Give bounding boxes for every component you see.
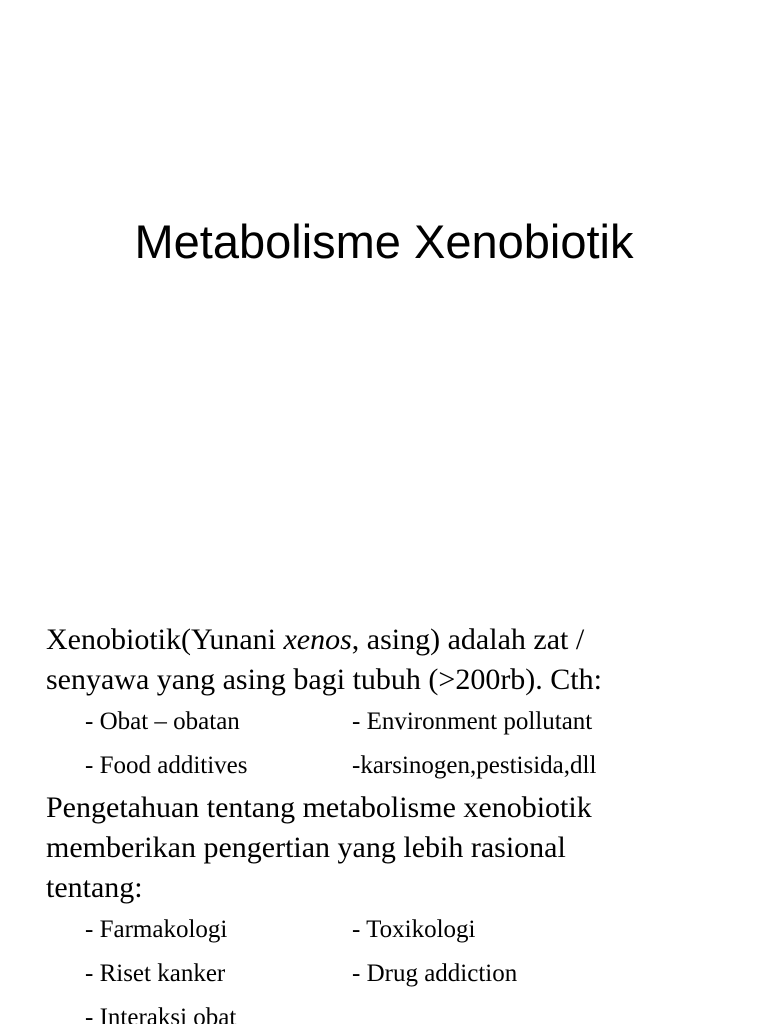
italic-term: xenos xyxy=(283,623,352,656)
slide-title: Metabolisme Xenobiotik xyxy=(134,215,634,268)
paragraph-line: memberikan pengertian yang lebih rasional xyxy=(46,831,566,864)
definition-text-cont: , asing) adalah zat / xyxy=(351,623,585,656)
field-row xyxy=(46,996,746,1024)
paragraph-line: Pengetahuan tentang metabolisme xenobiotik xyxy=(46,791,592,824)
definition-text: Xenobiotik(Yunani xyxy=(46,623,284,656)
example-right: -karsinogen,pestisida,dll xyxy=(352,752,597,779)
paragraph-line: senyawa yang asing bagi tubuh (>200rb). Cth: xyxy=(46,663,602,696)
field-right: - Drug addiction xyxy=(352,960,518,987)
field-row xyxy=(46,908,746,952)
paragraph-line xyxy=(46,620,746,660)
example-left: - Food additives xyxy=(85,752,248,779)
example-row xyxy=(46,744,746,788)
paragraph-line: tentang: xyxy=(46,871,143,904)
example-left: - Obat – obatan xyxy=(85,708,240,735)
field-left: - Riset kanker xyxy=(85,960,226,987)
example-right: - Environment pollutant xyxy=(352,708,593,735)
field-row xyxy=(46,952,746,996)
slide-body xyxy=(46,620,746,1024)
paragraph-xenobiotik-definition xyxy=(46,620,746,700)
example-row xyxy=(46,700,746,744)
field-right: - Toxikologi xyxy=(352,916,476,943)
field-left: - Farmakologi xyxy=(85,916,228,943)
paragraph-knowledge xyxy=(46,788,746,908)
field-left: - Interaksi obat xyxy=(85,1004,237,1024)
